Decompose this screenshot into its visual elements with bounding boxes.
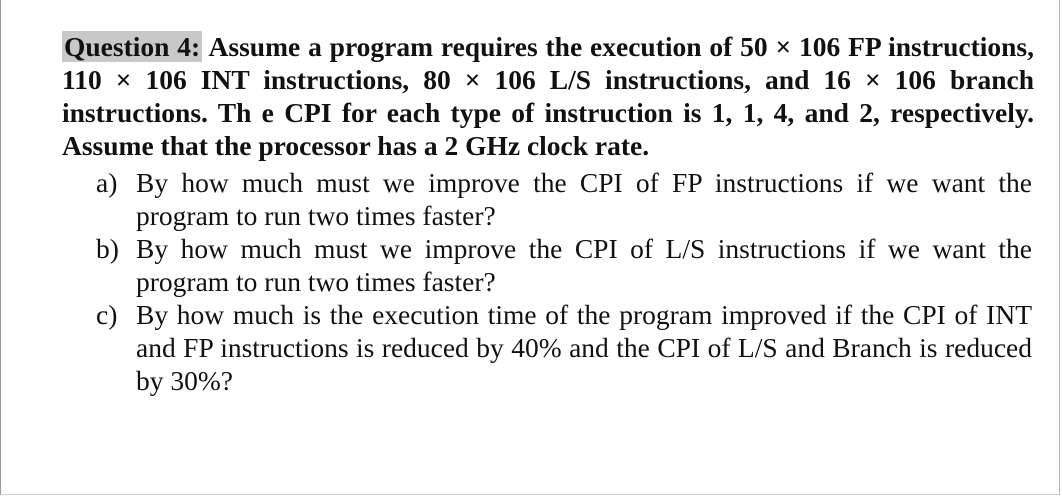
subpart-marker: b) [96, 233, 119, 264]
question-label: Question 4: [64, 31, 201, 62]
subpart-c [96, 298, 1032, 397]
subpart-a [96, 166, 1032, 232]
question-text: Assume a program requires the execution of 50 × 106 FP instructions, 110 × 106 INT instructions, 80 × 106 L/S instructions, and 16 × 106 branch instructions. Th e CPI for each type of instruction is 1, 1, 4, and 2, respectively. Assume that the processor has a 2 GHz clock rate. [62, 31, 1034, 161]
subpart-text: By how much must we improve the CPI of FP instructions if we want the program to run two times faster? [136, 167, 1032, 231]
subpart-text: By how much must we improve the CPI of L/S instructions if we want the program to run two times faster? [136, 233, 1032, 297]
subpart-text: By how much is the execution time of the program improved if the CPI of INT and FP instructions is reduced by 40% and the CPI of L/S and Branch is reduced by 30%? [136, 299, 1032, 396]
subpart-marker: c) [96, 299, 118, 330]
subpart-list [96, 166, 1032, 397]
question-paragraph [62, 30, 1034, 162]
subpart-b [96, 232, 1032, 298]
subpart-marker: a) [96, 167, 118, 198]
